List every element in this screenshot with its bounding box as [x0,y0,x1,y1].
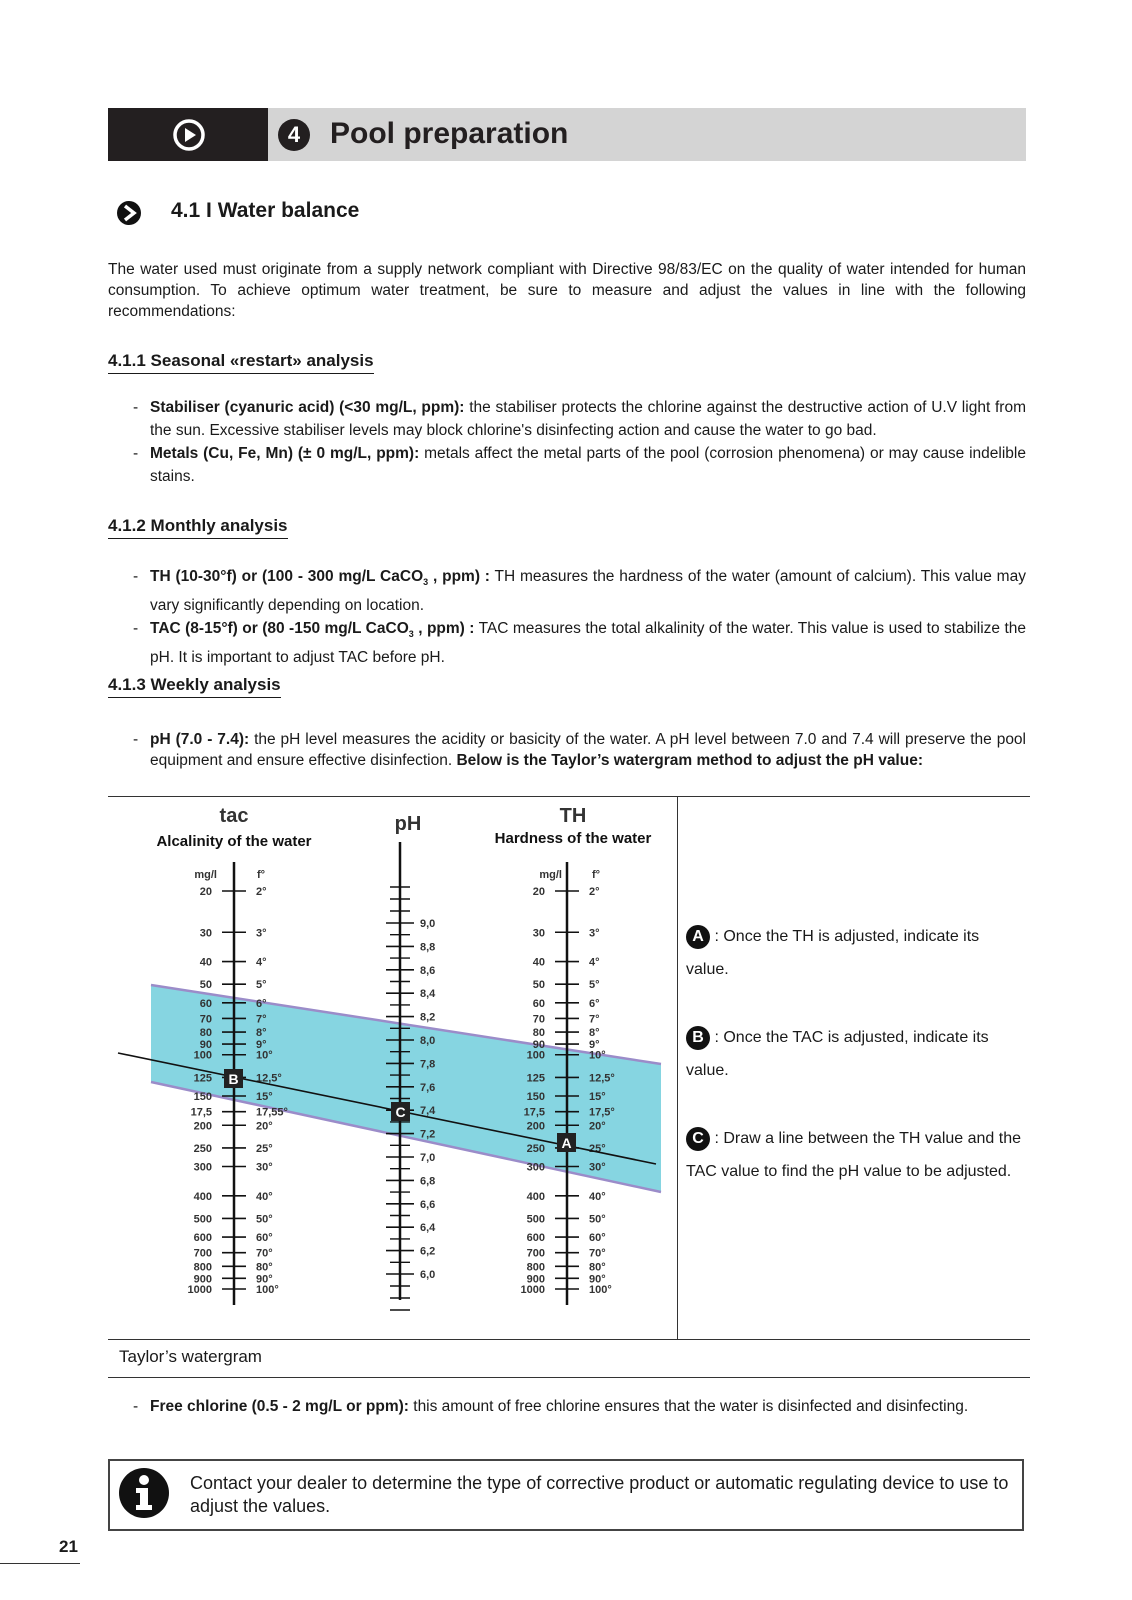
ph-label: 7,4 [420,1105,436,1118]
ph-label: 8,0 [420,1035,436,1047]
chapter-title: Pool preparation [330,117,569,150]
ph-label: 6,0 [420,1269,436,1281]
th-f-label: 50° [589,1213,606,1226]
marker-b [224,1069,243,1088]
svg-text:A: A [561,1135,572,1151]
item-text: this amount of free chlorine ensures that the water is disinfected and disinfecting. [408,1398,969,1415]
tac-unit-mg: mg/l [194,869,217,881]
th-f-label: 40° [589,1190,606,1203]
table-top-rule [108,796,1030,797]
ph-title: pH [394,813,422,835]
tac-mg-label: 80 [199,1027,212,1040]
th-f-label: 6° [589,997,600,1010]
ph-label: 9,0 [420,918,436,930]
th-f-label: 80° [589,1261,606,1274]
th-unit-mg: mg/l [539,869,562,881]
ph-label: 6,8 [420,1175,436,1188]
th-f-label: 3° [589,927,600,940]
monthly-list [133,565,1026,669]
tac-mg-label: 20 [199,886,212,898]
table-divider [677,796,678,1339]
tac-mg-label: 60 [199,997,212,1010]
tac-mg-label: 400 [193,1190,212,1203]
tac-mg-label: 300 [193,1161,212,1174]
ph-label: 7,6 [420,1081,436,1094]
list-item [133,396,1026,442]
tac-mg-label: 900 [193,1273,212,1286]
tac-mg-label: 200 [193,1120,212,1133]
th-f-label: 30° [589,1161,606,1174]
tac-f-label: 100° [256,1284,279,1296]
list-item [133,1395,1026,1418]
th-mg-label: 400 [526,1190,545,1203]
info-text: Contact your dealer to determine the type of corrective product or automatic regulating device to use to adjust the values. [190,1473,1009,1516]
th-mg-label: 80 [532,1027,545,1040]
tac-mg-label: 90 [199,1039,212,1052]
th-mg-label: 250 [526,1142,545,1155]
tac-mg-label: 50 [199,979,212,992]
th-mg-label: 17,5 [523,1106,545,1119]
tac-mg-label: 17,5 [190,1106,212,1119]
tac-title: tac [219,805,249,827]
tac-f-label: 80° [256,1261,273,1274]
tac-f-label: 17,55° [256,1106,288,1119]
tac-f-label: 30° [256,1161,273,1174]
th-mg-label: 500 [526,1213,545,1226]
legend-item-b [686,1021,1026,1087]
th-f-label: 5° [589,979,600,992]
ph-label: 8,4 [420,988,436,1001]
ph-label: 7,0 [420,1152,436,1164]
tac-mg-label: 100 [193,1049,212,1062]
table-bottom-rule [108,1377,1030,1378]
chlorine-list [133,1395,1026,1418]
tac-mg-label: 600 [193,1232,212,1245]
tac-mg-label: 800 [193,1261,212,1274]
th-subtitle: Hardness of the water [494,830,652,847]
section-title: 4.1 I Water balance [171,199,360,222]
th-mg-label: 20 [532,886,545,898]
th-f-label: 17,5° [589,1106,615,1119]
th-mg-label: 90 [532,1039,545,1052]
th-f-label: 2° [589,886,600,898]
list-item [133,442,1026,488]
th-mg-label: 300 [526,1161,545,1174]
table-caption-rule [108,1339,1030,1340]
play-circle-icon [172,118,206,152]
chevron-right-circle-icon [116,200,142,226]
weekly-list [133,729,1026,771]
th-f-label: 10° [589,1049,606,1062]
ph-label: 8,6 [420,964,436,977]
tac-f-label: 9° [256,1039,267,1052]
th-f-label: 4° [589,956,600,969]
th-mg-label: 700 [526,1247,545,1260]
tac-f-label: 10° [256,1049,273,1062]
item-label: Free chlorine (0.5 - 2 mg/L or ppm): [150,1398,409,1415]
tac-subtitle: Alcalinity of the water [156,833,312,850]
tac-mg-label: 700 [193,1247,212,1260]
th-f-label: 100° [589,1284,612,1296]
tac-f-label: 8° [256,1027,267,1040]
tac-f-label: 90° [256,1273,273,1286]
th-mg-label: 125 [526,1072,545,1085]
tac-f-label: 6° [256,997,267,1010]
th-f-label: 12,5° [589,1072,615,1085]
seasonal-list [133,396,1026,488]
tac-f-label: 60° [256,1232,273,1245]
tac-unit-f: f° [257,869,266,881]
marker-a [557,1133,576,1152]
tac-mg-label: 150 [193,1090,212,1103]
ph-label: 7,2 [420,1128,436,1141]
th-mg-label: 60 [532,997,545,1010]
th-f-label: 15° [589,1090,606,1103]
watergram-legend [686,920,1026,1223]
item-text: metals affect the metal parts of the pool (corrosion phenomena) or may cause indelible stains. [150,445,1026,485]
th-mg-label: 70 [532,1013,545,1026]
tac-f-label: 7° [256,1013,267,1026]
tac-f-label: 12,5° [256,1072,282,1085]
tac-mg-label: 70 [199,1013,212,1026]
ph-label: 6,2 [420,1245,436,1258]
list-item [133,729,1026,771]
item-label: TH (10-30°f) or (100 - 300 mg/L CaCO$_3$ , ppm) : [150,568,490,588]
th-mg-label: 600 [526,1232,545,1245]
chapter-number-badge: 4 [278,119,310,151]
item-bold-text: Below is the Taylor’s watergram method to adjust the pH value: [456,752,923,769]
item-label: pH (7.0 - 7.4): [150,731,250,748]
th-mg-label: 200 [526,1120,545,1133]
item-text: the pH level measures the acidity or basicity of the water. A pH level between 7.0 and 7.4 will preserve the pool equipment and ensure effective disinfection. [150,731,1027,769]
th-f-label: 25° [589,1142,606,1155]
svg-text:B: B [228,1071,239,1087]
seasonal-heading: 4.1.1 Seasonal «restart» analysis [108,351,374,374]
tac-mg-label: 30 [199,927,212,940]
tac-mg-label: 250 [193,1142,212,1155]
badge-a: A [686,925,710,949]
ph-label: 6,6 [420,1198,436,1211]
tac-f-label: 15° [256,1090,273,1103]
intro-paragraph: The water used must originate from a supply network compliant with Directive 98/83/EC on the quality of water intended for human consumption. To achieve optimum water treatment, be sure to measure and adjust the values in line with the following recommendations: [108,261,1026,320]
tac-f-label: 4° [256,956,267,969]
th-unit-f: f° [592,869,601,881]
tac-f-label: 70° [256,1247,273,1260]
item-label: TAC (8-15°f) or (80 -150 mg/L CaCO$_3$ , ppm) : [150,620,475,640]
legend-text: : Draw a line between the TH value and the TAC value to find the pH value to be adjusted. [686,1130,1022,1180]
th-mg-label: 150 [526,1090,545,1103]
info-icon [118,1467,170,1519]
list-item [133,617,1026,669]
page-number-rule [0,1563,80,1564]
tac-mg-label: 1000 [187,1284,212,1296]
th-f-label: 7° [589,1013,600,1026]
badge-b: B [686,1026,710,1050]
tac-f-label: 50° [256,1213,273,1226]
th-mg-label: 40 [532,956,545,969]
th-mg-label: 100 [526,1049,545,1062]
th-mg-label: 900 [526,1273,545,1286]
legend-text: : Once the TAC is adjusted, indicate its value. [686,1029,989,1079]
th-f-label: 60° [589,1232,606,1245]
ph-label: 8,8 [420,941,436,954]
marker-c [391,1102,410,1121]
page-number: 21 [59,1537,78,1556]
th-f-label: 20° [589,1120,606,1133]
weekly-heading: 4.1.3 Weekly analysis [108,675,281,698]
ph-label: 6,4 [420,1222,436,1235]
item-text: TAC measures the total alkalinity of the water. This value is used to stabilize the pH. It is important to adjust TAC before pH. [150,620,1026,667]
legend-text: : Once the TH is adjusted, indicate its value. [686,928,980,978]
list-item [133,565,1026,617]
item-text: the stabiliser protects the chlorine against the destructive action of U.V light from the sun. Excessive stabiliser levels may block chlorine's disinfecting action and cause the water to go bad. [150,399,1026,439]
item-label: Stabiliser (cyanuric acid) (<30 mg/L, ppm): [150,399,465,416]
monthly-heading: 4.1.2 Monthly analysis [108,516,288,539]
th-title: TH [559,805,587,827]
tac-f-label: 3° [256,927,267,940]
th-mg-label: 50 [532,979,545,992]
th-f-label: 8° [589,1027,600,1040]
taylor-watergram [110,800,675,1335]
badge-c: C [686,1127,710,1151]
th-mg-label: 800 [526,1261,545,1274]
legend-item-c [686,1122,1026,1188]
tac-f-label: 20° [256,1120,273,1133]
tac-mg-label: 500 [193,1213,212,1226]
figure-caption: Taylor’s watergram [119,1347,262,1366]
svg-text:C: C [395,1104,406,1120]
th-f-label: 9° [589,1039,600,1052]
tac-f-label: 2° [256,886,267,898]
ph-label: 7,8 [420,1058,436,1071]
tac-f-label: 40° [256,1190,273,1203]
tac-f-label: 25° [256,1142,273,1155]
th-mg-label: 30 [532,927,545,940]
tac-mg-label: 40 [199,956,212,969]
tac-f-label: 5° [256,979,267,992]
th-mg-label: 1000 [520,1284,545,1296]
th-f-label: 90° [589,1273,606,1286]
th-f-label: 70° [589,1247,606,1260]
ph-label: 8,2 [420,1011,436,1024]
tac-mg-label: 125 [193,1072,212,1085]
legend-item-a [686,920,1026,986]
item-label: Metals (Cu, Fe, Mn) (± 0 mg/L, ppm): [150,445,420,462]
item-text: TH measures the hardness of the water (amount of calcium). This value may vary significantly depending on location. [150,568,1026,615]
